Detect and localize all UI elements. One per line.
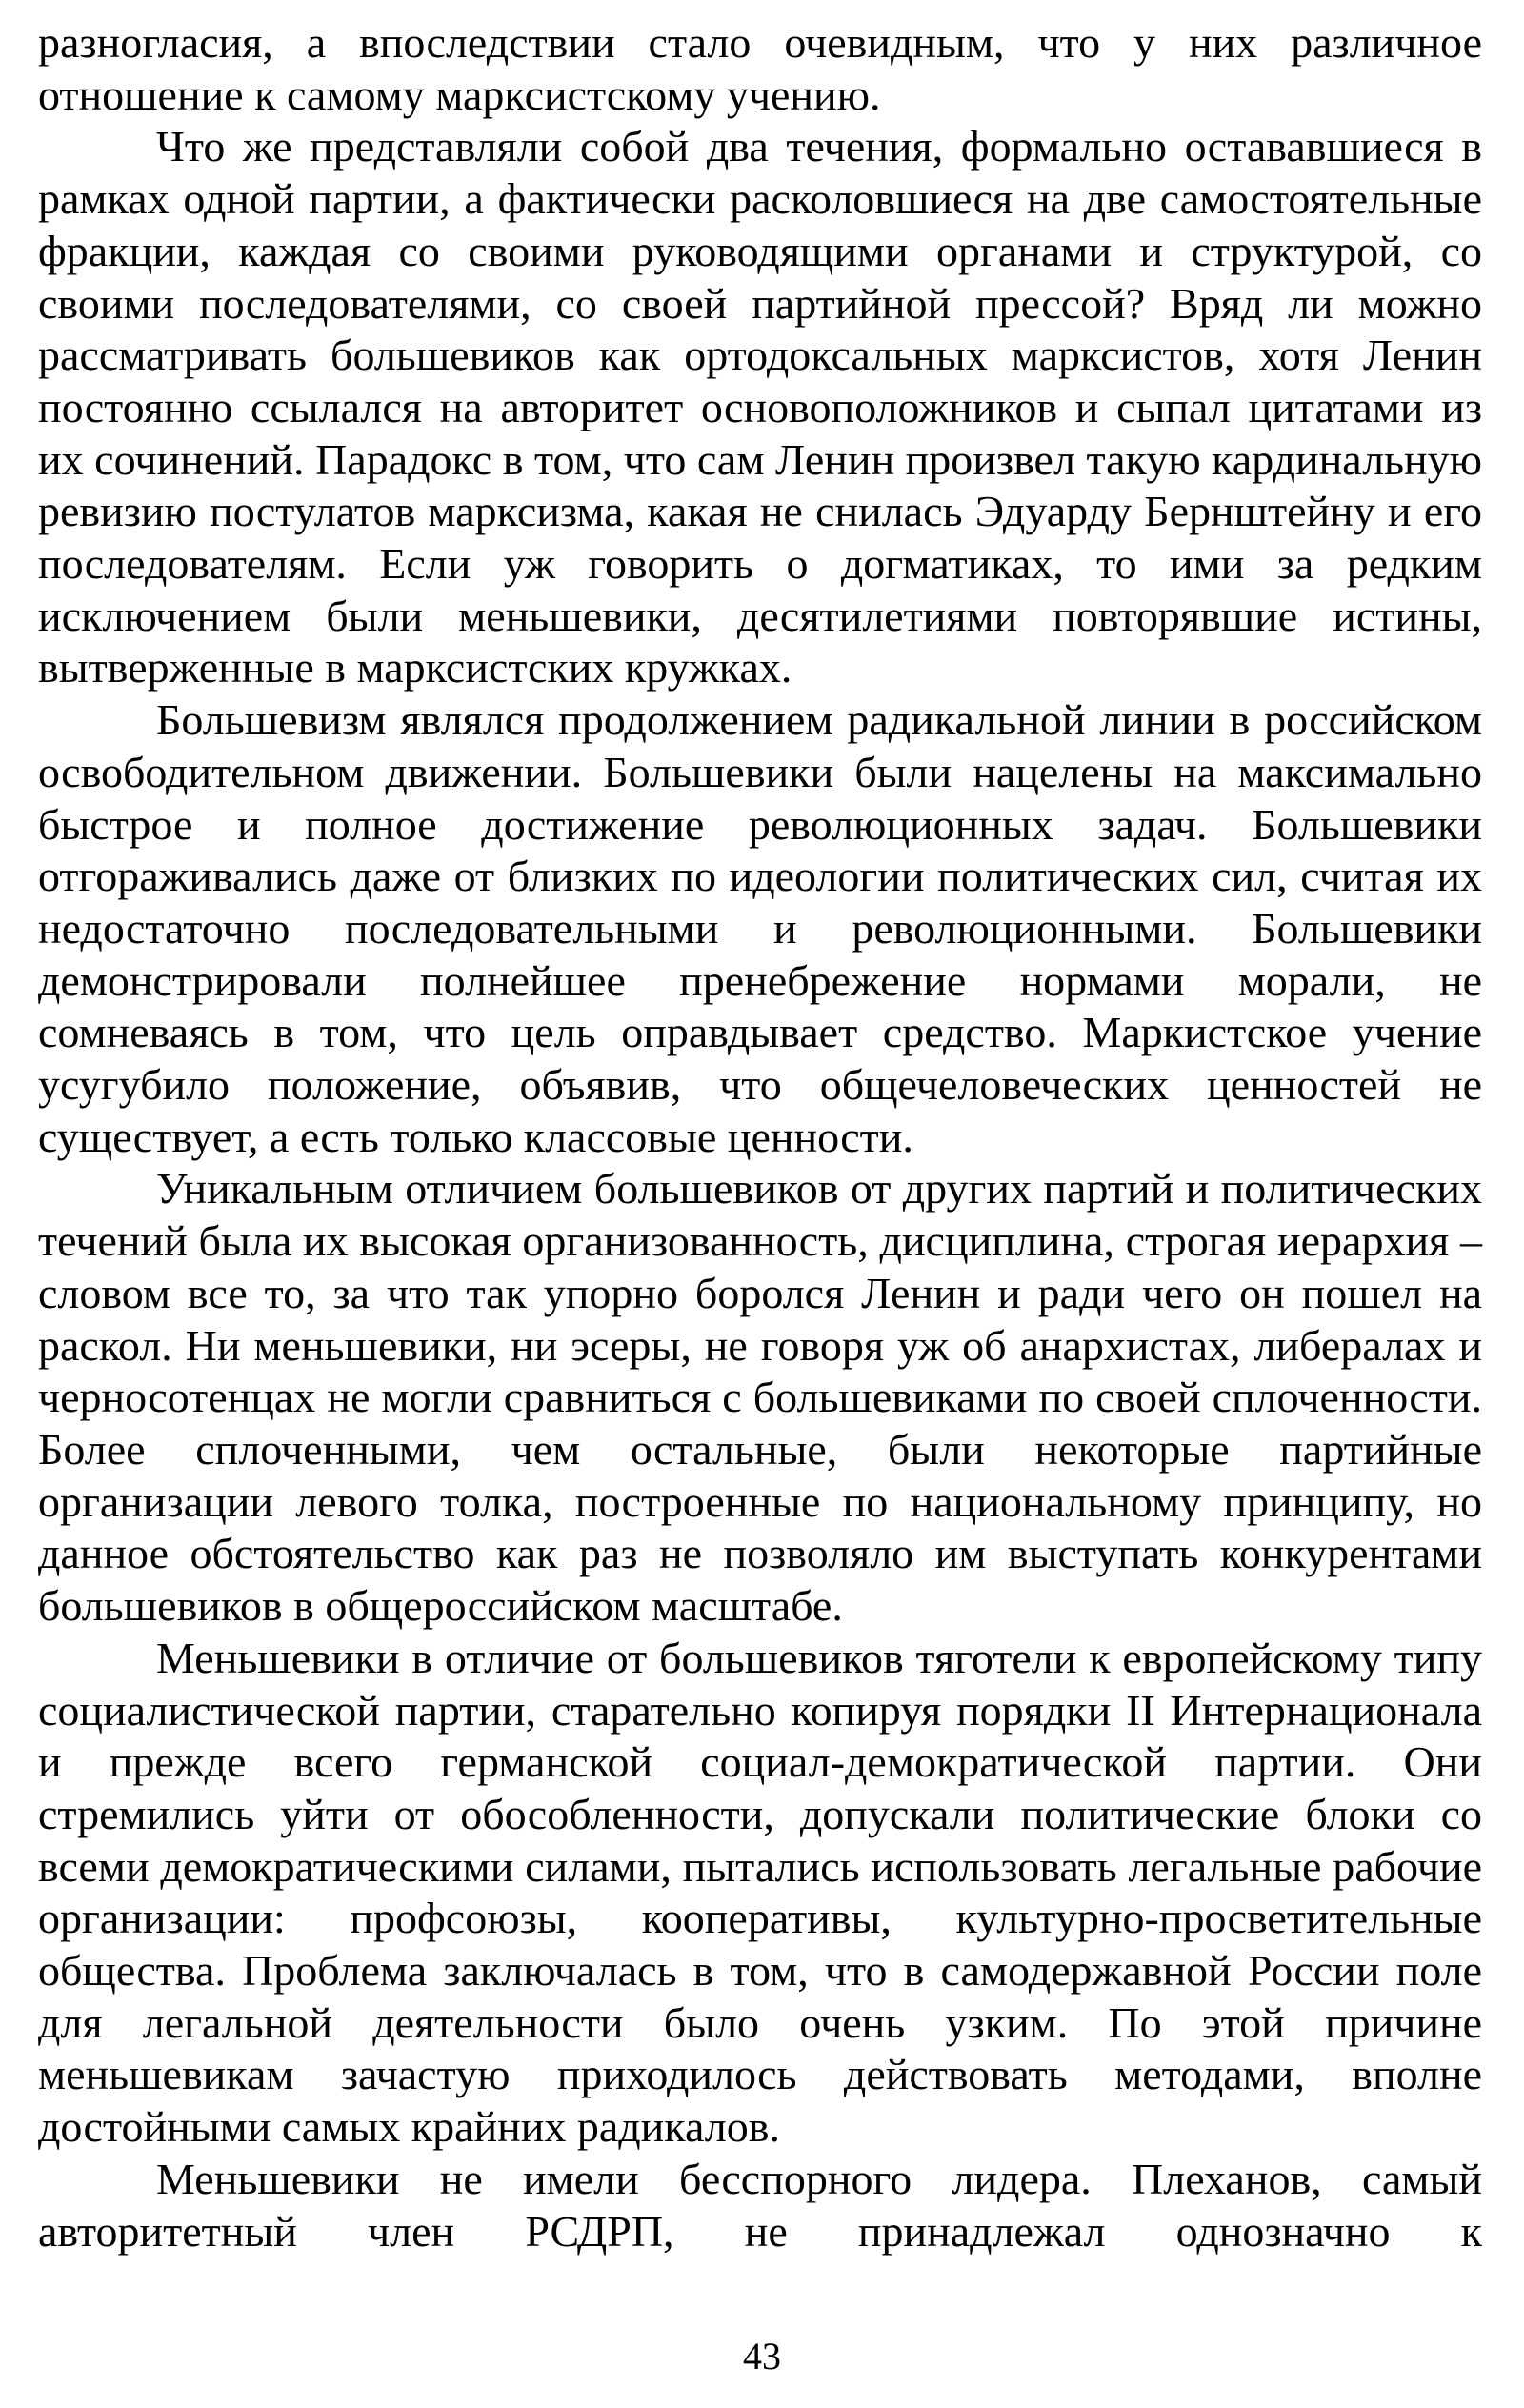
paragraph-3: Большевизм являлся продолжением радикальной линии в российском освободительном движении. Большевики были нацелены на максимально быстрое и полное достижение революционных задач. Большевики отгораживались даже от близких по идеологии политических сил, считая их недостаточно последовательными и революционными. Большевики демонстрировали полнейшее пренебрежение нормами морали, не сомневаясь в том, что цель оправдывает средство. Маркистское учение усугубило положение, объявив, что общечеловеческих ценностей не существует, а есть только классовые ценности. (38, 695, 1482, 1161)
paragraph-6: Меньшевики не имели бесспорного лидера. Плеханов, самый авторитетный член РСДРП, не принадлежал однозначно к (38, 2154, 1482, 2256)
paragraph-1: разногласия, а впоследствии стало очевидным, что у них различное отношение к самому марксистскому учению. (38, 18, 1482, 119)
paragraph-2: Что же представляли собой два течения, формально остававшиеся в рамках одной партии, а фактически расколовшиеся на две самостоятельные фракции, каждая со своими руководящими органами и структурой, со своими последователями, со своей партийной прессой? Вряд ли можно рассматривать большевиков как ортодоксальных марксистов, хотя Ленин постоянно ссылался на авторитет основоположников и сыпал цитатами из их сочинений. Парадокс в том, что сам Ленин произвел такую кардинальную ревизию постулатов марксизма, какая не снилась Эдуарду Бернштейну и его последователям. Если уж говорить о догматиках, то ими за редким исключением были меньшевики, десятилетиями повторявшие истины, вытверженные в марксистских кружках. (38, 122, 1482, 692)
document-page (38, 17, 1482, 2258)
paragraph-4: Уникальным отличием большевиков от других партий и политических течений была их высокая организованность, дисциплина, строгая иерархия – словом все то, за что так упорно боролся Ленин и ради чего он пошел на раскол. Ни меньшевики, ни эсеры, не говоря уж об анархистах, либералах и черносотенцах не могли сравниться с большевиками по своей сплоченности. Более сплоченными, чем остальные, были некоторые партийные организации левого толка, построенные по национальному принципу, но данное обстоятельство как раз не позволяло им выступать конкурентами большевиков в общероссийском масштабе. (38, 1164, 1482, 1631)
page-number: 43 (743, 2335, 781, 2378)
paragraph-5: Меньшевики в отличие от большевиков тяготели к европейскому типу социалистической партии, старательно копируя порядки II Интернационала и прежде всего германской социал-демократической партии. Они стремились уйти от обособленности, допускали политические блоки со всеми демократическими силами, пытались использовать легальные рабочие организации: профсоюзы, кооперативы, культурно-просветительные общества. Проблема заключалась в том, что в самодержавной России поле для легальной деятельности было очень узким. По этой причине меньшевикам зачастую приходилось действовать методами, вполне достойными самых крайних радикалов. (38, 1633, 1482, 2152)
